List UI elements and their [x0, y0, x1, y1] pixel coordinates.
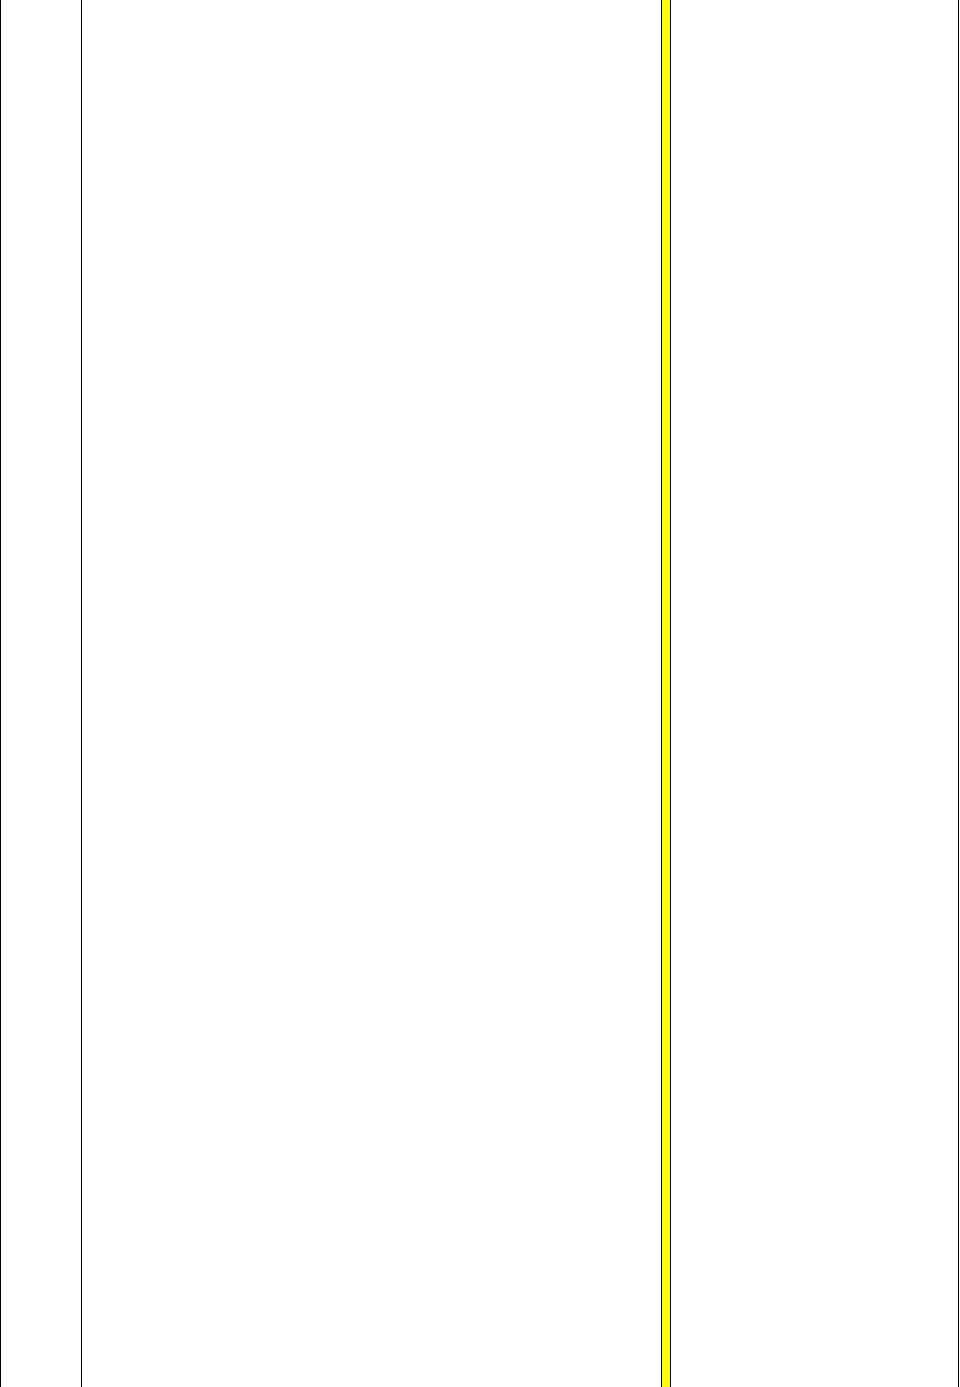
grid-line — [958, 0, 959, 1387]
grid-line — [81, 0, 82, 1387]
grid-line — [670, 0, 671, 1387]
highlight-column — [661, 0, 670, 1387]
grid-line — [0, 0, 1, 1387]
grid-line — [661, 0, 662, 1387]
